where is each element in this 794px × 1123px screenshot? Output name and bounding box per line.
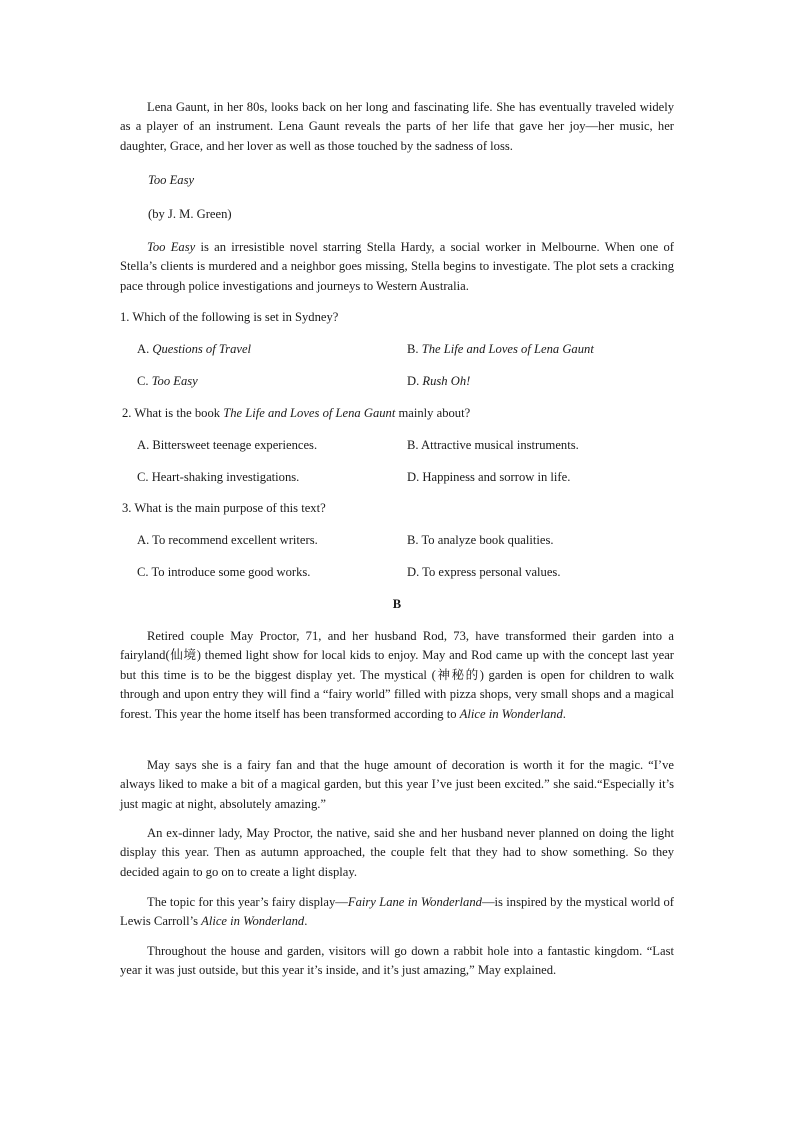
alice-title: Alice in Wonderland — [201, 914, 305, 929]
stem-book-title: The Life and Loves of Lena Gaunt — [223, 406, 396, 420]
book-title — [148, 171, 194, 190]
question-2-option-d — [407, 468, 570, 487]
option-letter: D. — [407, 470, 423, 484]
section-b-paragraph-1 — [120, 627, 674, 724]
option-letter: B. — [407, 342, 422, 356]
option-letter: D. — [407, 565, 423, 579]
question-2-stem — [122, 404, 470, 423]
fairy-lane-title: Fairy Lane in Wonderland — [347, 895, 482, 909]
question-2-option-a — [137, 436, 317, 455]
alice-title: Alice in Wonderland — [459, 706, 563, 721]
option-letter: A. — [137, 438, 153, 452]
question-1-stem: 1. Which of the following is set in Sydney? — [120, 310, 339, 324]
question-1-option-c — [137, 372, 198, 391]
option-text: Heart-shaking investigations. — [151, 470, 300, 484]
section-b-paragraph-3: An ex-dinner lady, May Proctor, the native, said she and her husband never planned on doing the light display this year. Then as autumn approached, the couple felt that they had to show something. So they decided again to go on to create a light display. — [120, 826, 674, 879]
too-easy-description: is an irresistible novel starring Stella Hardy, a social worker in Melbourne. When one of Stella’s clients is murdered and a neighbor goes missing, Stella begins to investigate. The plot sets a cracking pace through police investigations and journeys to Western Australia. — [120, 240, 674, 293]
option-letter: A. — [137, 533, 153, 547]
option-text: Questions of Travel — [152, 342, 252, 356]
paragraph-end: . — [304, 914, 308, 929]
option-text: Rush Oh! — [422, 374, 471, 388]
paragraph-text: —is inspired by the mystical world of Lewis Carroll’s — [120, 895, 675, 929]
option-text: Bittersweet teenage experiences. — [152, 438, 318, 452]
question-1-option-a — [137, 340, 251, 359]
question-3-stem: 3. What is the main purpose of this text? — [122, 501, 326, 515]
question-1-option-b — [407, 340, 594, 359]
option-text: Attractive musical instruments. — [421, 438, 579, 452]
option-text: Happiness and sorrow in life. — [422, 470, 571, 484]
question-2-option-b — [407, 436, 579, 455]
option-text: Too Easy — [151, 374, 198, 388]
question-3-option-a — [137, 531, 318, 550]
lena-gaunt-paragraph: Lena Gaunt, in her 80s, looks back on her long and fascinating life. She has eventually traveled widely as a player of an instrument. Lena Gaunt reveals the parts of her life that gave her joy—her music, her daughter, Grace, and her lover as well as those touched by the sadness of loss. — [120, 100, 674, 153]
section-b-paragraph-5: Throughout the house and garden, visitors will go down a rabbit hole into a fantastic kingdom. “Last year it was just outside, but this year it’s inside, and it’s just amazing,” May explained. — [120, 944, 674, 978]
option-letter: B. — [407, 533, 422, 547]
option-text: To analyze book qualities. — [421, 533, 554, 547]
option-letter: D. — [407, 374, 423, 388]
option-letter: B. — [407, 438, 422, 452]
option-text: To introduce some good works. — [151, 565, 311, 579]
book-author: (by J. M. Green) — [148, 207, 232, 221]
question-3-option-d — [407, 563, 560, 582]
stem-prefix: 2. What is the book — [122, 406, 224, 420]
section-b-paragraph-2: May says she is a fairy fan and that the huge amount of decoration is worth it for the magic. “I’ve always liked to make a bit of a magical garden, but this year I’ve just been excited.” she said.“Especially it’s just magic at night, absolutely amazing.” — [120, 758, 674, 811]
section-b-paragraph-4 — [120, 893, 674, 932]
question-3-option-b — [407, 531, 554, 550]
paragraph-end: . — [562, 706, 566, 721]
option-letter: C. — [137, 374, 152, 388]
question-3-option-c — [137, 563, 310, 582]
stem-suffix: mainly about? — [395, 406, 471, 420]
book-title-text: Too Easy — [148, 173, 195, 187]
question-1-option-d — [407, 372, 470, 391]
too-easy-paragraph — [120, 238, 674, 296]
option-text: The Life and Loves of Lena Gaunt — [421, 342, 594, 356]
too-easy-title: Too Easy — [147, 240, 196, 254]
option-letter: C. — [137, 470, 152, 484]
section-b-heading: B — [392, 597, 402, 611]
paragraph-text: Retired couple May Proctor, 71, and her husband Rod, 73, have transformed their garden into a fairyland(仙境) themed light show for local kids to enjoy. May and Rod came up with the concept last year but this time is to be the biggest display yet. The mystical (神秘的) garden is open for children to walk through and upon entry they will find a “fairy world” filled with pizza shops, very small shops and a magical forest. This year the home itself has been transformed according to — [120, 629, 674, 721]
paragraph-text: The topic for this year’s fairy display— — [147, 895, 348, 909]
option-letter: A. — [137, 342, 153, 356]
option-letter: C. — [137, 565, 152, 579]
option-text: To recommend excellent writers. — [152, 533, 318, 547]
option-text: To express personal values. — [422, 565, 561, 579]
question-2-option-c — [137, 468, 299, 487]
